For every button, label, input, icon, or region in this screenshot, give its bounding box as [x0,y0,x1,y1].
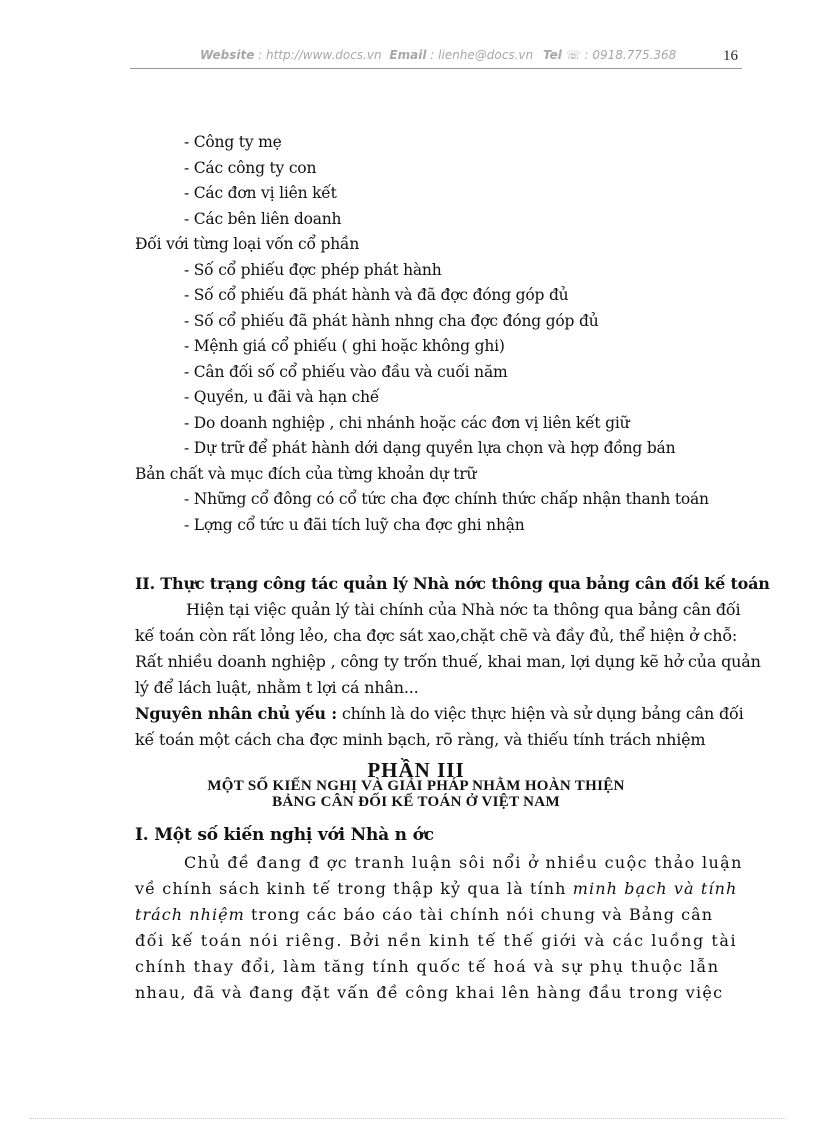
list-item: - Các công ty con [184,159,317,177]
list-item: - Các đơn vị liên kết [184,184,337,202]
paragraph-line: kế toán một cách cha đợc minh bạch, rõ ràng, và thiếu tính trách nhiệm [135,730,706,749]
list-item: - Cân đối số cổ phiếu vào đầu và cuối năm [184,363,508,381]
emphasis-text: minh bạch và tính [572,879,738,898]
list-item: - Công ty mẹ [184,133,282,151]
header-contact [200,48,676,62]
list-item: - Số cổ phiếu đã phát hành và đã đợc đóng góp đủ [184,286,569,304]
paragraph-line: Chủ đề đang đ ợc tranh luận sôi nổi ở nhiều cuộc thảo luận [184,853,743,872]
email-label: Email [389,48,427,62]
paragraph-line: nhau, đã và đang đặt vấn đề công khai lên hàng đầu trong việc [135,983,724,1002]
email-value: : lienhe@docs.vn [426,48,534,62]
paragraph-line: Rất nhiều doanh nghiệp , công ty trốn thuế, khai man, lợi dụng kẽ hở của quản [135,652,761,671]
paragraph-line: đối kế toán nói riêng. Bởi nền kinh tế thế giới và các luồng tài [135,931,738,950]
cause-line [135,704,744,723]
page-number: 16 [723,48,738,64]
paragraph-line: Hiện tại việc quản lý tài chính của Nhà nớc ta thông qua bảng cân đối [186,600,741,619]
tel-value: : 0918.775.368 [580,48,677,62]
paragraph-line: kế toán còn rất lỏng lẻo, cha đợc sát xao,chặt chẽ và đầy đủ, thể hiện ở chỗ: [135,626,738,645]
paragraph-line [135,879,738,898]
list-item: - Dự trữ để phát hành dới dạng quyền lựa chọn và hợp đồng bán [184,439,676,457]
list-item: - Lợng cổ tức u đãi tích luỹ cha đợc ghi nhận [184,516,525,534]
heading-capital: Đối với từng loại vốn cổ phần [135,235,360,253]
page-header [130,44,742,69]
tel-label: Tel [542,48,562,62]
section-i-title: I. Một số kiến nghị với Nhà n ớc [135,825,434,845]
footer-divider [30,1118,786,1119]
part-3-subtitle-1: MỘT SỐ KIẾN NGHỊ VÀ GIẢI PHÁP NHẰM HOÀN THIỆN [207,778,625,794]
list-item: - Số cổ phiếu đã phát hành nhng cha đợc đóng góp đủ [184,312,599,330]
part-3-subtitle-2: BẢNG CÂN ĐỐI KẾ TOÁN Ở VIỆT NAM [272,794,560,810]
phone-icon: ☏ [565,48,581,62]
paragraph-line [135,905,714,924]
cause-text: chính là do việc thực hiện và sử dụng bảng cân đối [336,704,744,723]
list-item: - Mệnh giá cổ phiếu ( ghi hoặc không ghi) [184,337,505,355]
cause-label: Nguyên nhân chủ yếu : [135,704,337,723]
section-2-title: II. Thực trạng công tác quản lý Nhà nớc thông qua bảng cân đối kế toán [135,574,770,593]
list-item: - Số cổ phiếu đợc phép phát hành [184,261,442,279]
part-3-title: PHẦN III [367,758,465,782]
list-item: - Các bên liên doanh [184,210,342,228]
list-item: - Những cổ đông có cổ tức cha đợc chính thức chấp nhận thanh toán [184,490,709,508]
list-item: - Do doanh nghiệp , chi nhánh hoặc các đơn vị liên kết giữ [184,414,630,432]
emphasis-text: trách nhiệm [135,905,245,924]
text-span: trong các báo cáo tài chính nói chung và Bảng cân [244,905,714,924]
website-value: : http://www.docs.vn [254,48,382,62]
text-span: về chính sách kinh tế trong thập kỷ qua là tính [135,879,573,898]
heading-reserve: Bản chất và mục đích của từng khoản dự trữ [135,465,477,483]
paragraph-line: lý để lách luật, nhằm t lợi cá nhân... [135,678,419,697]
website-label: Website [200,48,255,62]
paragraph-line: chính thay đổi, làm tăng tính quốc tế hoá và sự phụ thuộc lẫn [135,957,720,976]
list-item: - Quyền, u đãi và hạn chế [184,388,380,406]
